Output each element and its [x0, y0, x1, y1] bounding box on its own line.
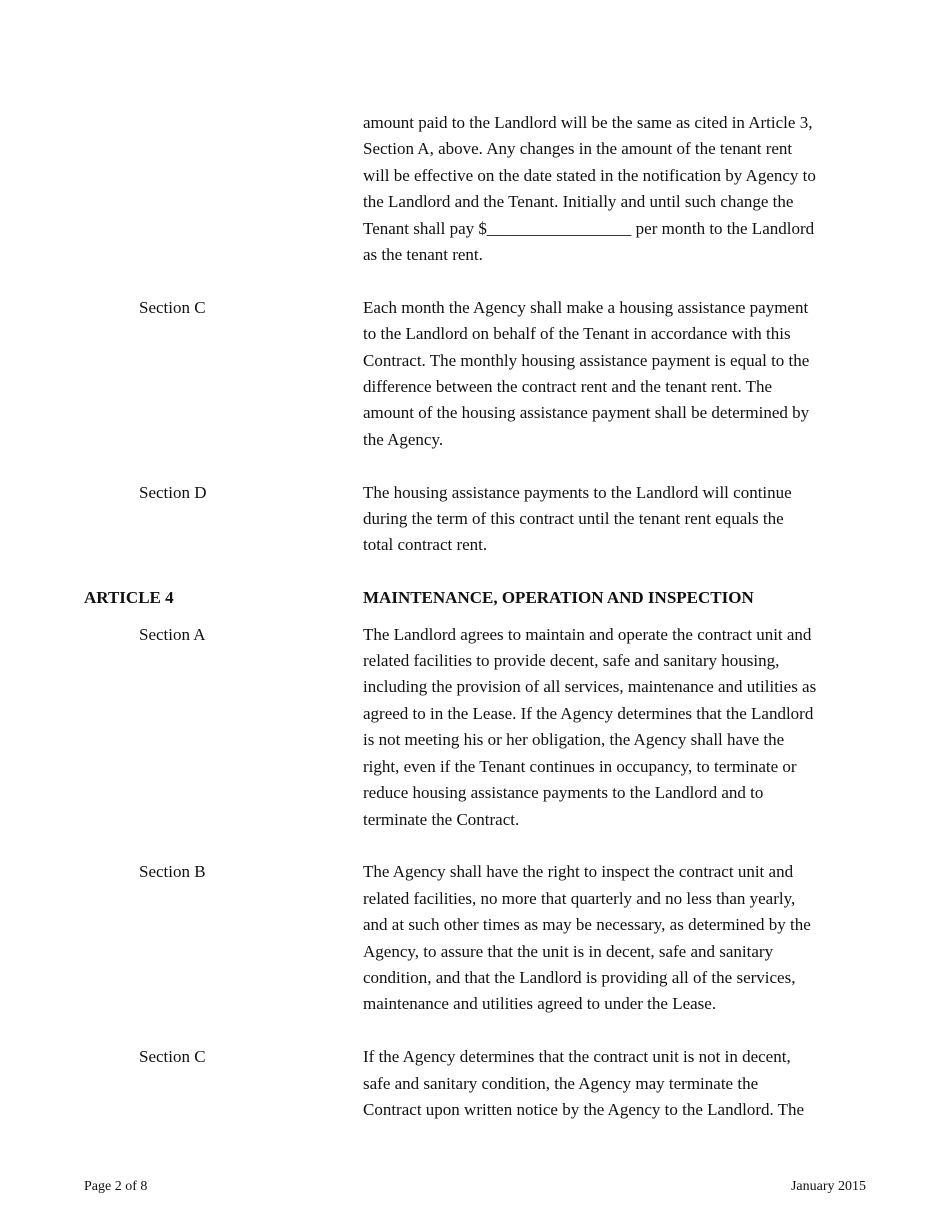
section-label: Section C	[139, 1047, 206, 1067]
section-label: Section D	[139, 482, 207, 502]
section-label: Section C	[139, 297, 206, 317]
document-body	[0, 110, 950, 1123]
article4-section-c	[0, 1044, 950, 1123]
article3-section-d	[0, 480, 950, 559]
article3-section-c	[0, 295, 950, 453]
document-date: January 2015	[790, 1179, 866, 1194]
continued-paragraph	[0, 110, 950, 268]
article4-heading	[0, 585, 950, 611]
article4-section-a	[0, 622, 950, 833]
article4-section-b	[0, 859, 950, 1017]
article-label: ARTICLE 4	[84, 588, 174, 608]
page-number: Page 2 of 8	[84, 1179, 148, 1194]
section-text: The Agency shall have the right to inspect the contract unit and related facilities, no more that quarterly and no less than yearly, and at such other times as may be necessary, as determined by the Agency, to assure that the unit is in decent, safe and sanitary condition, and that the Landlord is providing all of the services, maintenance and utilities agreed to under the Lease.	[363, 862, 811, 1014]
section-label: Section B	[139, 862, 206, 882]
paragraph-text: amount paid to the Landlord will be the same as cited in Article 3, Section A, above. Any changes in the amount of the tenant rent will be effective on the date stated in the notification by Agency to the Landlord and the Tenant. Initially and until such change the Tenant shall pay $_________________ per month to the Landlord as the tenant rent.	[363, 113, 816, 265]
section-text: The Landlord agrees to maintain and operate the contract unit and related facilities to provide decent, safe and sanitary housing, including the provision of all services, maintenance and utilities as agreed to in the Lease. If the Agency determines that the Landlord is not meeting his or her obligation, the Agency shall have the right, even if the Tenant continues in occupancy, to terminate or reduce housing assistance payments to the Landlord and to terminate the Contract.	[363, 624, 817, 829]
section-label: Section A	[139, 624, 206, 644]
section-text: The housing assistance payments to the Landlord will continue during the term of this contract until the tenant rent equals the total contract rent.	[363, 482, 792, 555]
section-text: Each month the Agency shall make a housing assistance payment to the Landlord on behalf of the Tenant in accordance with this Contract. The monthly housing assistance payment is equal to the difference between the contract rent and the tenant rent. The amount of the housing assistance payment shall be determined by the Agency.	[363, 297, 810, 449]
article-title: MAINTENANCE, OPERATION AND INSPECTION	[363, 588, 754, 608]
section-text: If the Agency determines that the contract unit is not in decent, safe and sanitary condition, the Agency may terminate the Contract upon written notice by the Agency to the Landlord. The	[363, 1047, 805, 1119]
